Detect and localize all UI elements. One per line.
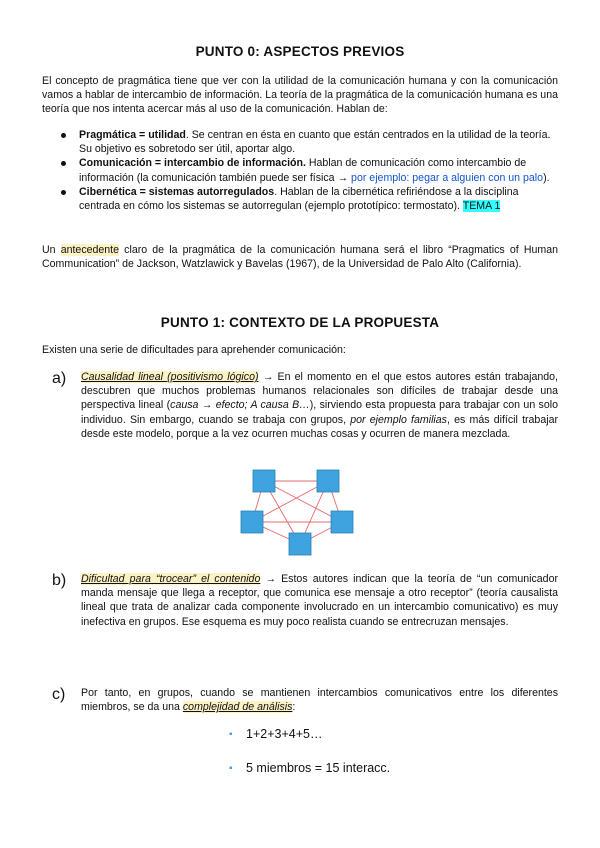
intro-paragraph: El concepto de pragmática tiene que ver con la utilidad de la comunicación humana y con la comunicación vamos a hablar de intercambio de información. La teoría de la pragmática de la comunicación humana es una teoría que nos intenta acercar más al uso de la comunicación. Hablan de: — [42, 75, 558, 116]
list-item-a — [52, 370, 558, 441]
item-text: Por tanto, en grupos, cuando se mantienen intercambios comunicativos entre los diferentes miembros, se da una — [81, 687, 558, 714]
node-5 — [289, 533, 311, 555]
punto1-intro: Existen una serie de dificultades para aprehender comunicación: — [42, 344, 346, 356]
node-2 — [317, 470, 339, 492]
section-title-punto0: PUNTO 0: ASPECTOS PREVIOS — [195, 44, 405, 59]
list-item-c — [52, 686, 558, 714]
bullet-dot-icon — [61, 190, 66, 195]
item-title: complejidad de análisis — [182, 701, 293, 714]
bullet-tail: ). — [543, 171, 550, 184]
formula-text: 1+2+3+4+5… — [246, 727, 323, 741]
item-text: Estos autores indican que la teoría de “un comunicador manda mensaje que llega a receptor, que comunica ese mensaje a otro receptor” (teoría causalista lineal que trata de analizar cada componente involucrado en un intercambio comunicativo) es muy inefectiva en grupos. Ese esquema es muy poco realista cuando se entrecruzan mensajes. — [81, 573, 558, 628]
formula-text: 5 miembros = 15 interacc. — [246, 761, 391, 775]
bullet-term: Pragmática = utilidad — [79, 129, 186, 141]
node-4 — [331, 511, 353, 533]
formula-line-1 — [229, 727, 322, 741]
bullet-item-comunicacion — [58, 156, 558, 184]
bullet-item-cibernetica — [58, 185, 558, 213]
item-text: En el momento en el que estos autores están trabajando, descubren que muchos problemas humanos relacionales son difíciles de trabajar desde una perspectiva lineal ( — [81, 371, 558, 412]
node-1 — [253, 470, 275, 492]
list-item-b — [52, 572, 558, 629]
list-item-body — [81, 370, 558, 441]
item-italic: por ejemplo familias — [350, 413, 447, 426]
bullet-square-icon: ▪ — [229, 729, 233, 740]
item-italic: causa → efecto; A causa B… — [170, 399, 310, 412]
bullet-term: Comunicación = intercambio de información. — [79, 157, 306, 170]
bullet-text: . Se centran en ésta en cuanto que están centrados en la utilidad de la teoría. Su objetivo es sobretodo ser útil, aportar algo. — [79, 129, 551, 156]
list-marker: c) — [52, 686, 66, 703]
bullet-term: Cibernética = sistemas autorregulados — [79, 185, 275, 198]
item-title: Dificultad para “trocear” el contenido — [81, 573, 261, 585]
bullet-text: Hablan de comunicación como intercambio de información (la comunicación también puede ser física → — [79, 157, 527, 184]
item-text: , es más difícil trabajar desde este modelo, porque a la vez ocurren muchas cosas y ocurren de manera mezclada. — [81, 413, 558, 440]
bullet-list — [58, 128, 558, 213]
bullet-dot-icon — [61, 161, 66, 166]
bullet-dot-icon — [61, 133, 66, 138]
list-item-body — [81, 686, 558, 714]
list-marker: a) — [52, 370, 67, 387]
antecedente-post: claro de la pragmática de la comunicación humana será el libro “Pragmatics of Human Communication” de Jackson, Watzlawick y Bavelas (1967), de la Universidad de Palo Alto (California). — [42, 244, 558, 271]
formula-line-2 — [229, 761, 390, 775]
arrow-text: → — [260, 573, 277, 585]
node-3 — [241, 511, 263, 533]
antecedente-highlight: antecedente — [60, 244, 120, 256]
antecedente-pre: Un — [42, 244, 61, 256]
example-link: por ejemplo: pegar a alguien con un palo — [351, 171, 544, 184]
bullet-square-icon: ▪ — [229, 763, 233, 774]
item-title: Causalidad lineal (positivismo lógico) — [81, 371, 259, 383]
diagram-nodes — [241, 470, 353, 555]
bullet-item-pragmatica — [58, 128, 558, 156]
section-title-punto1: PUNTO 1: CONTEXTO DE LA PROPUESTA — [160, 315, 440, 330]
bullet-text: . Hablan de la cibernética refiriéndose a la disciplina centrada en cómo los sistemas se autorregulan (ejemplo prototípico: termostato). — [79, 185, 519, 213]
item-tail: : — [292, 701, 296, 714]
list-item-body — [81, 572, 558, 629]
network-diagram — [238, 466, 360, 558]
antecedente-paragraph — [42, 243, 558, 271]
arrow-text: → — [258, 371, 274, 383]
item-text: ), sirviendo esta propuesta para trabajar con un solo individuo. Sin embargo, cuando se trabaja con grupos, — [81, 399, 558, 426]
list-marker: b) — [52, 572, 67, 589]
tema-tag: TEMA 1 — [462, 200, 501, 213]
